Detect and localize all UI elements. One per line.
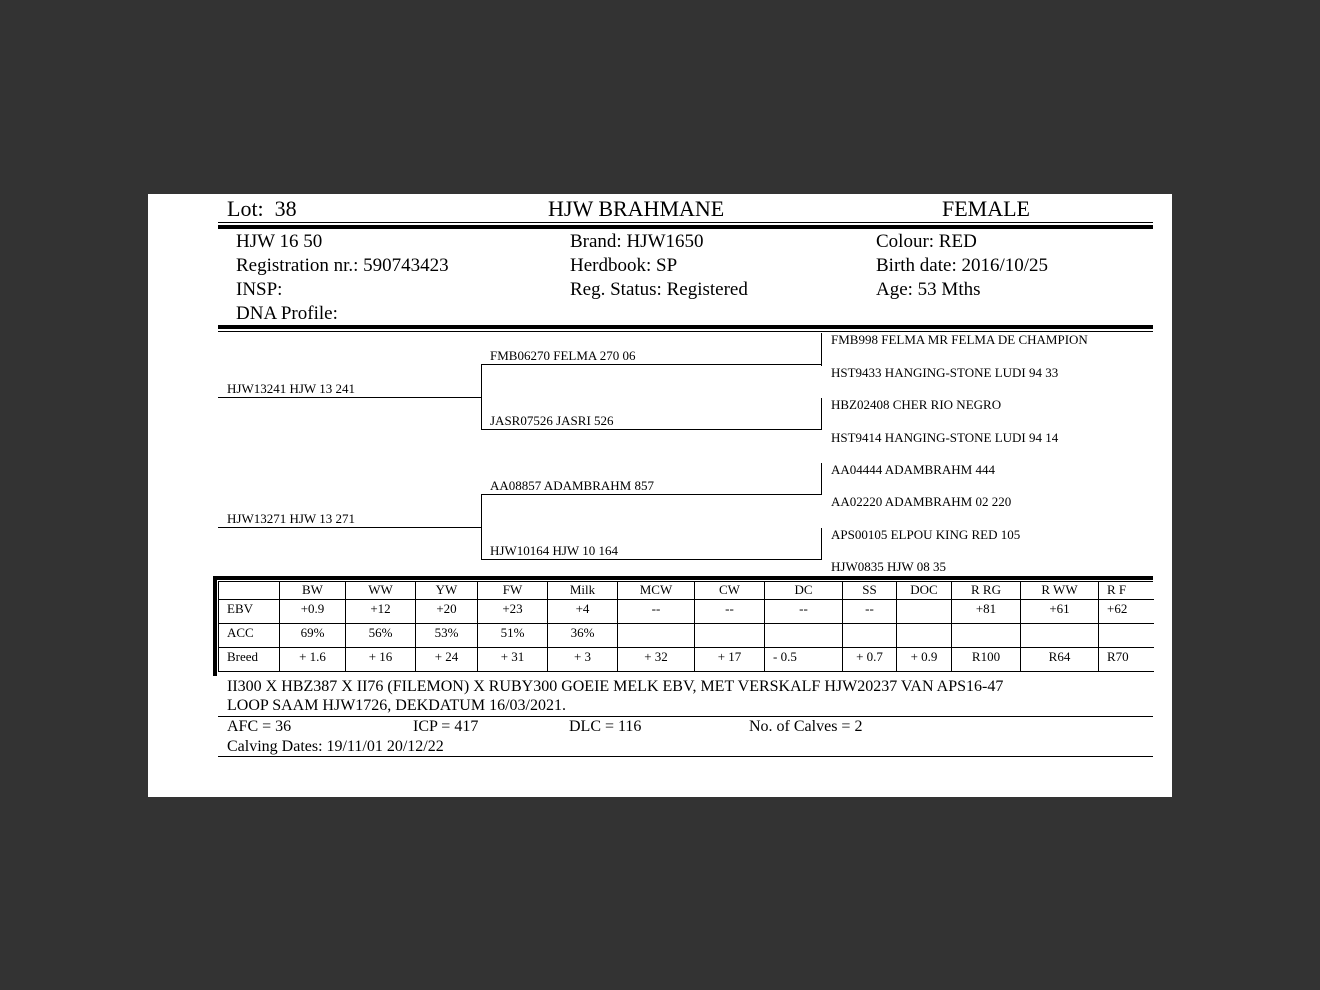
ebv-cell: --: [695, 600, 765, 624]
calves-count-field: No. of Calves = 2: [749, 718, 863, 735]
ebv-col-header: FW: [478, 582, 548, 600]
ebv-col-header: R WW: [1021, 582, 1099, 600]
ebv-cell: + 24: [416, 648, 478, 672]
ebv-cell: [897, 600, 952, 624]
dam-bracket: [481, 494, 482, 560]
reg-status-field: Reg. Status: Registered: [570, 279, 748, 300]
gen2-line: [481, 364, 821, 365]
comments-line-2: LOOP SAAM HJW1726, DEKDATUM 16/03/2021.: [227, 697, 566, 714]
tag-number: HJW 16 50: [236, 231, 323, 252]
ebv-row-label: ACC: [219, 624, 280, 648]
gen2-line: [481, 559, 821, 560]
ebv-col-header: CW: [695, 582, 765, 600]
ebv-cell: 56%: [346, 624, 416, 648]
ebv-col-header: DC: [765, 582, 843, 600]
details-middle: [570, 231, 748, 301]
icp-field: ICP = 417: [413, 718, 479, 735]
gen2-line: [481, 494, 821, 495]
comments-line-1: II300 X HBZ387 X II76 (FILEMON) X RUBY300 GOEIE MELK EBV, MET VERSKALF HJW20237 VAN APS16-47: [227, 678, 1004, 695]
ebv-cell: R100: [952, 648, 1021, 672]
ebv-cell: R64: [1021, 648, 1099, 672]
ebv-cell: R70: [1099, 648, 1154, 672]
comments-rule: [218, 716, 1153, 717]
header-rule-thick: [218, 225, 1153, 229]
pedigree-gen2-item: FMB06270 FELMA 270 06: [490, 348, 636, 363]
lot-label: Lot: 38: [227, 196, 297, 221]
age-field: Age: 53 Mths: [876, 279, 981, 300]
ebv-cell: + 16: [346, 648, 416, 672]
pedigree-gen3-item: AA04444 ADAMBRAHM 444: [831, 462, 995, 477]
ebv-col-header: YW: [416, 582, 478, 600]
calving-dates-field: Calving Dates: 19/11/01 20/12/22: [227, 738, 444, 755]
ebv-col-header: R F: [1099, 582, 1154, 600]
ebv-cell: + 32: [618, 648, 695, 672]
ebv-cell: +62: [1099, 600, 1154, 624]
ebv-cell: 51%: [478, 624, 548, 648]
ebv-col-header: Milk: [548, 582, 618, 600]
pedigree-gen3-item: APS00105 ELPOU KING RED 105: [831, 527, 1021, 542]
dna-profile-field: DNA Profile:: [236, 303, 338, 324]
details-left: [236, 231, 449, 325]
ebv-cell: +61: [1021, 600, 1099, 624]
ebv-cell: [1021, 624, 1099, 648]
lot-card: [148, 194, 1172, 797]
ebv-rule-thick: [213, 576, 1153, 580]
ebv-cell: 53%: [416, 624, 478, 648]
ebv-cell: [765, 624, 843, 648]
ebv-col-header: SS: [843, 582, 897, 600]
ebv-table: [218, 582, 1154, 672]
animal-sex: FEMALE: [942, 196, 1030, 221]
ebv-cell: 36%: [548, 624, 618, 648]
ebv-row: [219, 600, 1154, 624]
ebv-cell: +20: [416, 600, 478, 624]
ebv-cell: + 1.6: [280, 648, 346, 672]
ebv-row-label: Breed: [219, 648, 280, 672]
animal-name: HJW BRAHMANE: [548, 196, 725, 221]
ebv-cell: [618, 624, 695, 648]
ebv-cell: + 3: [548, 648, 618, 672]
registration-number: Registration nr.: 590743423: [236, 255, 449, 276]
pedigree-gen3-item: AA02220 ADAMBRAHM 02 220: [831, 494, 1012, 509]
ebv-cell: + 0.9: [897, 648, 952, 672]
ebv-cell: +4: [548, 600, 618, 624]
ebv-cell: + 31: [478, 648, 548, 672]
gen3-bracket: [821, 333, 822, 366]
gen3-bracket: [821, 463, 822, 495]
ebv-cell: --: [618, 600, 695, 624]
breed-row: [219, 648, 1154, 672]
ebv-cell: +23: [478, 600, 548, 624]
ebv-left-bar: [213, 576, 217, 676]
ebv-cell: 69%: [280, 624, 346, 648]
ebv-cell: - 0.5: [765, 648, 843, 672]
ebv-cell: [843, 624, 897, 648]
ebv-row-label: EBV: [219, 600, 280, 624]
pedigree-gen3-item: FMB998 FELMA MR FELMA DE CHAMPION: [831, 332, 1088, 347]
pedigree-gen2-item: AA08857 ADAMBRAHM 857: [490, 478, 654, 493]
pedigree-gen3-item: HST9414 HANGING-STONE LUDI 94 14: [831, 430, 1059, 445]
colour-field: Colour: RED: [876, 231, 977, 252]
ebv-cell: [952, 624, 1021, 648]
pedigree-gen3-item: HST9433 HANGING-STONE LUDI 94 33: [831, 365, 1059, 380]
pedigree-gen3-item: HBZ02408 CHER RIO NEGRO: [831, 397, 1002, 412]
ebv-cell: [695, 624, 765, 648]
sire-bracket: [481, 364, 482, 430]
gen3-bracket: [821, 528, 822, 560]
insp-field: INSP:: [236, 279, 283, 300]
pedigree-gen3-item: HJW0835 HJW 08 35: [831, 559, 946, 574]
ebv-col-header: [219, 582, 280, 600]
ebv-col-header: WW: [346, 582, 416, 600]
dlc-field: DLC = 116: [569, 718, 642, 735]
ebv-col-header: MCW: [618, 582, 695, 600]
herdbook-field: Herdbook: SP: [570, 255, 678, 276]
header-rule-thin: [218, 222, 1153, 223]
ebv-cell: + 0.7: [843, 648, 897, 672]
pedigree-gen2-item: JASR07526 JASRI 526: [490, 413, 614, 428]
dam-line: [218, 527, 481, 528]
calving-rule: [218, 756, 1153, 757]
ebv-col-header: BW: [280, 582, 346, 600]
ebv-cell: +12: [346, 600, 416, 624]
afc-field: AFC = 36: [227, 718, 292, 735]
ebv-cell: [1099, 624, 1154, 648]
pedigree-gen2-item: HJW10164 HJW 10 164: [490, 543, 618, 558]
ebv-cell: + 17: [695, 648, 765, 672]
details-right: [876, 231, 1048, 301]
birth-date-field: Birth date: 2016/10/25: [876, 255, 1049, 276]
gen2-line: [481, 429, 821, 430]
ebv-header-row: [219, 582, 1154, 600]
brand-field: Brand: HJW1650: [570, 231, 704, 252]
pedigree-sire: HJW13241 HJW 13 241: [227, 381, 355, 396]
ebv-cell: --: [765, 600, 843, 624]
sire-line: [218, 397, 481, 398]
ebv-cell: +0.9: [280, 600, 346, 624]
pedigree-dam: HJW13271 HJW 13 271: [227, 511, 355, 526]
gen3-bracket: [821, 398, 822, 430]
ebv-cell: [897, 624, 952, 648]
acc-row: [219, 624, 1154, 648]
ebv-col-header: R RG: [952, 582, 1021, 600]
ebv-cell: --: [843, 600, 897, 624]
ebv-col-header: DOC: [897, 582, 952, 600]
details-rule-thick: [218, 325, 1153, 329]
ebv-cell: +81: [952, 600, 1021, 624]
